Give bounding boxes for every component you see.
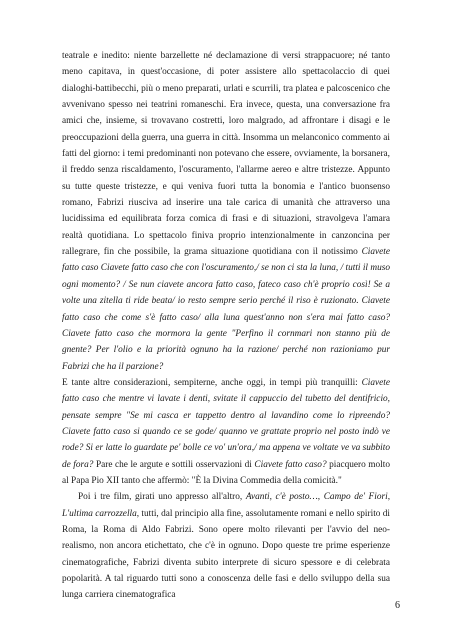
text-run: Pare che le argute e sottili osservazioni di [93,459,255,470]
page-number: 6 [395,600,400,611]
body-text [62,48,390,604]
italic-run: Ciavete fatto caso Ciavete fatto caso che con l'oscuramento,/ se non ci sta la luna, / tutti il muso ogni momento? / Se nun ciavete ancora fatto caso, fateco caso ch'è proprio così! Se a volte una zitella ti ride beata/ io resto sempre serio perché il riso è ruzionato. Ciavete fatto caso che come s'è fatto caso/ alla luna quest'anno non s'era mai fatto caso? Ciavete fatto caso che mormora la gente "Perfino il cornmari non stanno più de gnente? Per l'olio e la priorità ognuno ha la razione/ perché non razioniamo pur Fabrizi che ha il parzione? [62,247,390,372]
italic-run: Avanti, c'è posto… [245,492,318,503]
text-run: teatrale e inedito: niente barzellette né declamazione di versi strappacuore; né tanto meno capitava, in quest'occasione, di poter assistere allo spettacolaccio di quei dialoghi-battibecchi, più o meno preparati, urlati e scurrili, tra platea e palcoscenico che avvenivano spesso nei teatrini romaneschi. Era invece, questa, una conversazione fra amici che, insieme, si trovavano costretti, loro malgrado, ad affrontare i disagi e le preoccupazioni della guerra, una guerra in città. Insomma un melanconico commento ai fatti del giorno: i temi predominanti non potevano che essere, ovviamente, la borsanera, il freddo senza riscaldamento, l'oscuramento, l'allarme aereo e altre tristezze. Appunto su tutte queste tristezze, e qui veniva fuori tutta la bonomia e l'antico buonsenso romano, Fabrizi riusciva ad inserire una tale carica di umanità che attraverso una lucidissima ed equilibrata forza comica di frasi e di situazioni, stravolgeva l'amara realtà quotidiana. Lo spettacolo finiva proprio intenzionalmente in canzoncina per rallegrare, fin che possibile, la grama situazione quotidiana con il notissimo [62,51,390,258]
text-run: E tante altre considerazioni, sempiterne, anche oggi, in tempi più tranquilli: [62,377,362,388]
text-run: , [387,492,391,503]
text-run: Poi i tre film, girati uno appresso all'altro, [78,492,246,503]
text-run: , tutti, dal principio alla fine, assolutamente romani e nello spirito di Roma, la Roma di Aldo Fabrizi. Sono opere molto rilevanti per l'avvio del neo-realismo, non ancora etichettato, che c'è in ognuno. Dopo queste tre prime esperienze cinematografiche, Fabrizi diventa subito interprete di sicuro spessore e di celebrata popolarità. A tal riguardo tutti sono a conoscenza delle fasi e dello sviluppo della sua lunga carriera cinematografica [62,508,391,601]
text-run: , [317,492,324,503]
italic-run: L'ultima carrozzella [62,508,137,519]
text-run: piacquero molto al Papa Pio XII tanto che affermò: "È la Divina Commedia della comicità." [62,459,390,486]
paragraph-3 [62,489,390,603]
paragraph-2 [62,375,390,489]
paragraph-1 [62,48,390,375]
italic-run: Campo de' Fiori [323,492,388,503]
italic-run: Ciavete fatto caso? [254,459,327,470]
italic-run: Ciavete fatto caso che mentre vi lavate i denti, svitate il cappuccio del tubetto del dentifricio, pensate sempre "Se mi casca er tappetto dentro al lavandino come lo ripreendo? Ciavete fatto caso si quando ce se gode/ quanno ve grattate proprio nel posto indò ve rode? Si er latte lo guardate pe' bolle ce vo' un'ora,/ ma appena ve voltate ve va subbito de fora? [62,377,390,470]
